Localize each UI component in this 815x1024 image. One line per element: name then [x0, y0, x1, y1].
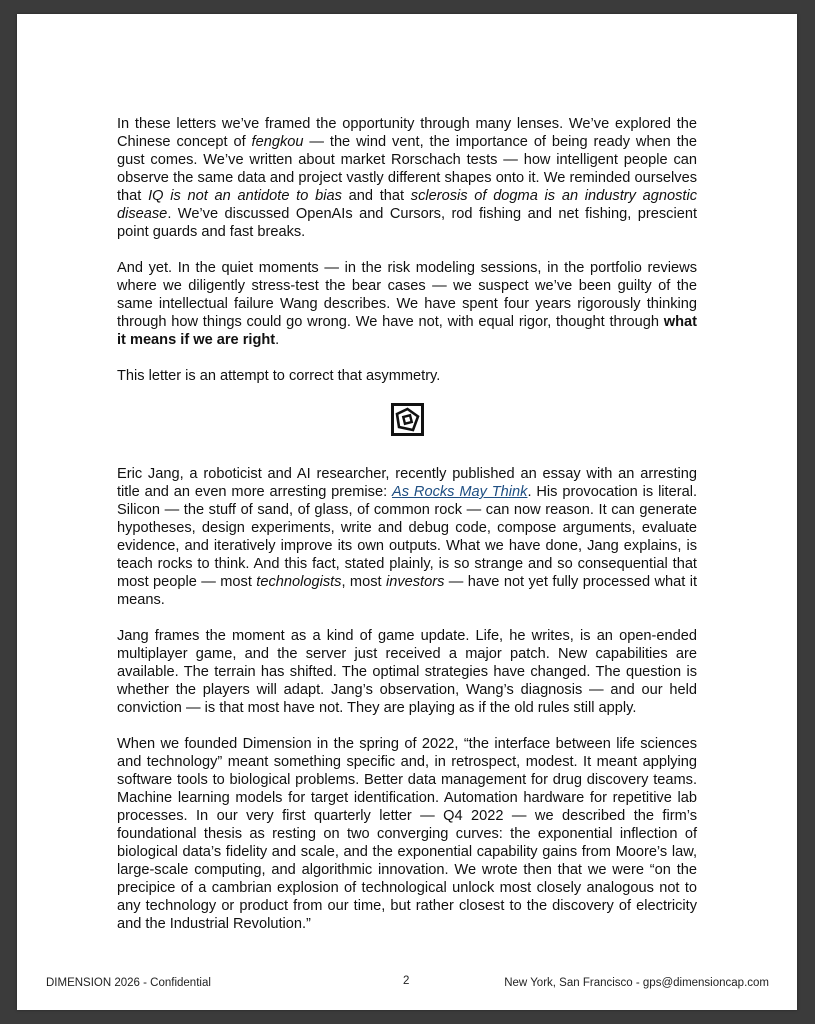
italic-technologists: technologists	[256, 574, 342, 590]
dimension-logo-icon	[391, 403, 424, 436]
text-run: And yet. In the quiet moments — in the risk modeling sessions, in the portfolio reviews where we diligently stress-test the bear cases — we suspect we’ve been guilty of the same intellectual failure Wang describes. We have spent four years rigorously thinking through how things could go wrong. We have not, with equal rigor, thought through	[117, 260, 697, 330]
text-run: — have not yet fully processed what it means.	[117, 574, 698, 608]
section-divider	[117, 403, 697, 436]
italic-term-fengkou: fengkou	[251, 134, 304, 150]
text-run: . His provocation is literal. Silicon — the stuff of sand, of glass, of common rock — can now reason. It can generate hypotheses, design experiments, write and debug code, compose arguments, evaluate evidence, and iteratively improve its own outputs. What we have done, Jang explains, is teach rocks to think. And this fact, stated plainly, is so strange and so consequential that most people — most	[117, 484, 697, 590]
text-run: — the wind vent, the importance of being ready when the gust comes. We’ve written about market Rorschach tests — how intelligent people can observe the same data and project vastly different shapes onto it. We reminded ourselves that	[117, 134, 697, 204]
paragraph-rocks-may-think	[117, 465, 697, 609]
page-number: 2	[403, 975, 410, 987]
document-page	[17, 14, 797, 1010]
italic-investors: investors	[385, 574, 445, 590]
text-run: Eric Jang, a roboticist and AI researcher, recently published an essay with an arresting title and an even more arresting premise:	[117, 466, 697, 500]
paragraph-lenses	[117, 115, 697, 241]
italic-phrase-iq: IQ is not an antidote to bias	[148, 188, 342, 204]
paragraph-founding: When we founded Dimension in the spring of 2022, “the interface between life sciences and technology” meant something specific and, in retrospect, modest. It meant applying software tools to biological problems. Better data management for drug discovery teams. Machine learning models for target identification. Automation hardware for repetitive lab processes. In our very first quarterly letter — Q4 2022 — we described the firm’s foundational thesis as resting on two converging curves: the exponential inflection of biological data’s fidelity and scale, and the exponential capability gains from Moore’s law, large-scale computing, and algorithmic innovation. We wrote then that we were “on the precipice of a cambrian explosion of technological unlock most closely analogous not to any technology or product from our time, but rather closest to the discovery of electricity and the Industrial Revolution.”	[117, 736, 697, 932]
paragraph-asymmetry: This letter is an attempt to correct that asymmetry.	[117, 368, 441, 384]
text-run: In these letters we’ve framed the opportunity through many lenses. We’ve explored the Chinese concept of	[117, 116, 697, 150]
paragraph-game-update: Jang frames the moment as a kind of game update. Life, he writes, is an open-ended multiplayer game, and the server just received a major patch. New capabilities are available. The terrain has shifted. The optimal strategies have changed. The question is whether the players will adapt. Jang’s observation, Wang’s diagnosis — and our held conviction — is that most have not. They are playing as if the old rules still apply.	[117, 628, 697, 716]
footer-contact: New York, San Francisco - gps@dimensioncap.com	[504, 977, 769, 989]
essay-link[interactable]: As Rocks May Think	[392, 484, 528, 500]
text-run: . We’ve discussed OpenAIs and Cursors, rod fishing and net fishing, prescient point guards and fast breaks.	[117, 206, 697, 240]
letter-body	[117, 115, 697, 951]
text-run: .	[275, 332, 280, 348]
italic-phrase-sclerosis: sclerosis of dogma is an industry agnostic disease	[117, 188, 697, 222]
text-run: and that	[341, 188, 411, 204]
text-run: , most	[341, 574, 386, 590]
paragraph-and-yet	[117, 259, 697, 349]
bold-phrase-if-right: what it means if we are right	[117, 314, 697, 348]
footer-confidential: DIMENSION 2026 - Confidential	[46, 977, 211, 989]
